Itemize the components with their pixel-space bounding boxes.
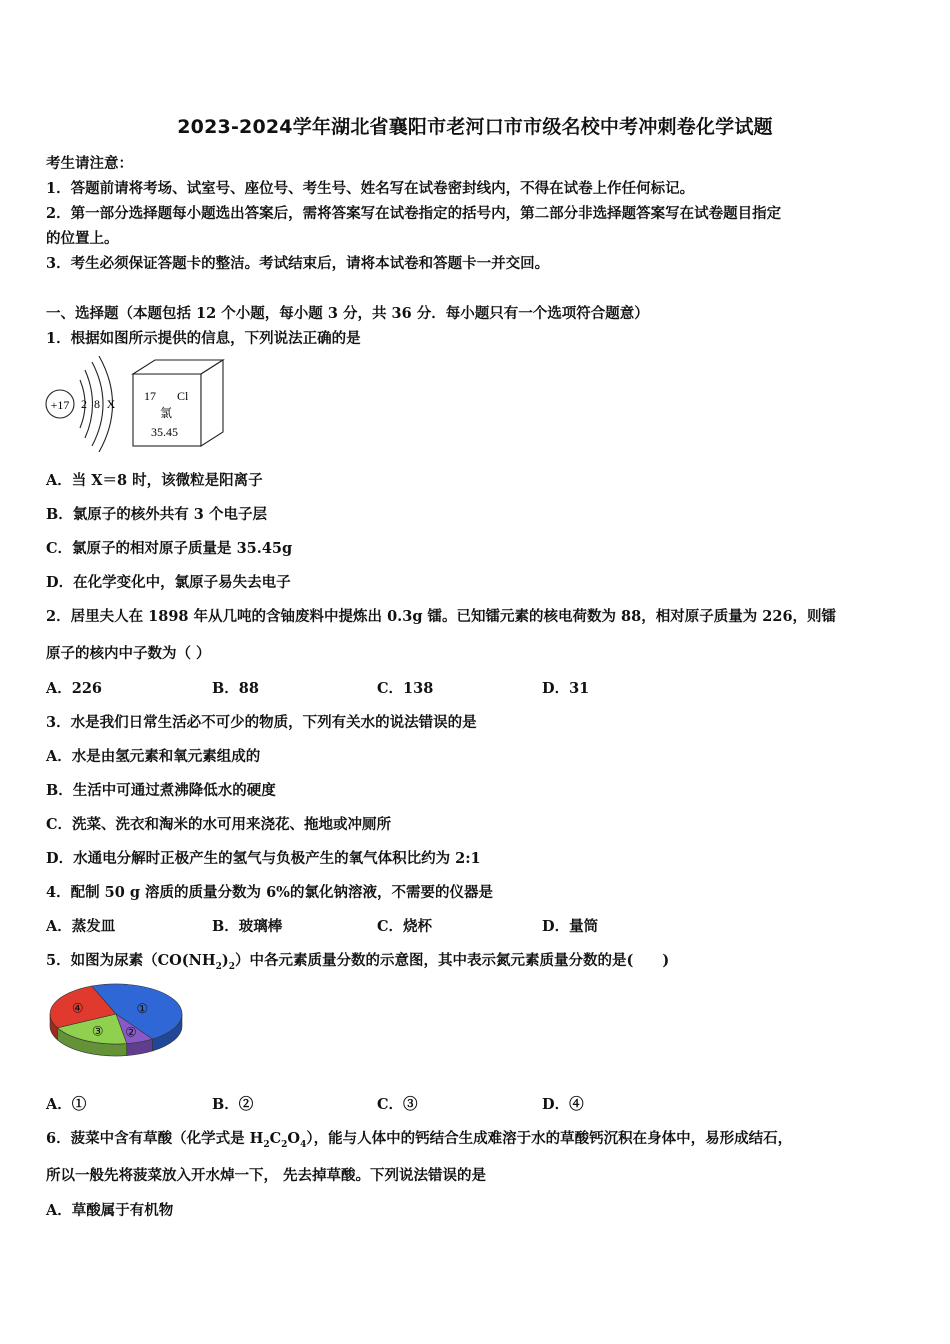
q5-stem-sub-1: 2	[215, 961, 222, 972]
q6-stem-part-d: ），能与人体中的钙结合生成难溶于水的草酸钙沉积在身体中，易形成结石，	[306, 1130, 793, 1147]
q5-option-c: C．③	[377, 1096, 418, 1113]
q5-stem-part-a: 5．如图为尿素（CO(NH	[46, 952, 216, 969]
q6-stem-part-b: C	[269, 1130, 282, 1147]
q6-stem-sub-3: 4	[300, 1139, 307, 1150]
q2-stem-line-1: 2．居里夫人在 1898 年从几吨的含铀废料中提炼出 0.3g 镭。已知镭元素的核电荷数为 88，相对原子质量为 226，则镭	[46, 608, 837, 625]
slice-2-label: ②	[125, 1024, 137, 1040]
q3-option-d: D．水通电分解时正极产生的氢气与负极产生的氧气体积比约为 2:1	[46, 850, 481, 867]
q3-option-c: C．洗菜、洗衣和淘米的水可用来浇花、拖地或冲厕所	[46, 816, 392, 833]
nucleus-label: +17	[50, 398, 70, 412]
q2-option-a: A．226	[46, 680, 103, 697]
q4-stem: 4．配制 50 g 溶质的质量分数为 6%的氯化钠溶液，不需要的仪器是	[46, 884, 493, 901]
notice-item-1: 1．答题前请将考场、试室号、座位号、考生号、姓名写在试卷密封线内，不得在试卷上作任何标记。	[46, 180, 695, 197]
q2-option-b: B．88	[212, 680, 259, 697]
q2-option-c: C．138	[377, 680, 434, 697]
notice-item-2: 2．第一部分选择题每小题选出答案后，需将答案写在试卷指定的括号内，第二部分非选择题答案写在试卷题目指定	[46, 205, 782, 222]
slice-4-label: ④	[71, 1000, 84, 1016]
q1-option-c: C．氯原子的相对原子质量是 35.45g	[46, 540, 293, 557]
shell-3-count: X	[106, 397, 116, 411]
q1-option-d: D．在化学变化中，氯原子易失去电子	[46, 574, 291, 591]
q1-option-b: B．氯原子的核外共有 3 个电子层	[46, 506, 267, 523]
q6-stem-sub-1: 2	[263, 1139, 270, 1150]
q5-option-a: A．①	[46, 1096, 87, 1113]
q5-stem-part-c: ）中各元素质量分数的示意图，其中表示氮元素质量分数的是( )	[234, 952, 670, 969]
q5-option-d: D．④	[542, 1096, 584, 1113]
atom-structure-diagram	[46, 356, 116, 452]
q6-stem-part-a: 6．菠菜中含有草酸（化学式是 H	[46, 1130, 264, 1147]
q4-option-a: A．蒸发皿	[46, 918, 116, 935]
q6-option-a: A．草酸属于有机物	[46, 1202, 174, 1219]
slice-3-label: ③	[91, 1023, 104, 1039]
q4-option-b: B．玻璃棒	[212, 918, 283, 935]
q6-stem-line-2: 所以一般先将菠菜放入开水焯一下， 先去掉草酸。下列说法错误的是	[46, 1167, 487, 1184]
section-heading: 一、选择题（本题包括 12 个小题，每小题 3 分，共 36 分．每小题只有一个选项符合题意）	[46, 305, 649, 322]
q6-stem-part-c: O	[287, 1130, 301, 1147]
notice-heading: 考生请注意：	[46, 155, 133, 172]
slice-1-label: ①	[136, 1000, 149, 1016]
q4-option-c: C．烧杯	[377, 918, 433, 935]
q4-option-d: D．量筒	[542, 918, 599, 935]
q1-option-a: A．当 X＝8 时，该微粒是阳离子	[46, 472, 263, 489]
page-title: 2023-2024学年湖北省襄阳市老河口市市级名校中考冲刺卷化学试题	[177, 116, 773, 138]
q6-stem-line-1	[46, 1127, 792, 1150]
shell-1-count: 2	[81, 397, 87, 411]
element-name: 氯	[160, 406, 173, 420]
q5-option-b: B．②	[212, 1096, 254, 1113]
atomic-number: 17	[144, 389, 156, 403]
shell-2-count: 8	[94, 397, 100, 411]
q5-stem-part-b: )	[221, 952, 229, 969]
q1-stem: 1．根据如图所示提供的信息，下列说法正确的是	[46, 330, 361, 347]
q2-stem-line-2: 原子的核内中子数为（ ）	[46, 645, 211, 662]
q3-option-b: B．生活中可通过煮沸降低水的硬度	[46, 782, 276, 799]
q5-stem	[46, 949, 669, 972]
q5-stem-sub-2: 2	[228, 961, 235, 972]
atomic-mass: 35.45	[151, 425, 178, 439]
q6-stem-sub-2: 2	[281, 1139, 288, 1150]
q2-option-d: D．31	[542, 680, 590, 697]
element-box	[133, 360, 223, 446]
element-symbol: Cl	[177, 389, 189, 403]
urea-pie-chart	[44, 976, 190, 1066]
notice-item-2-cont: 的位置上。	[46, 230, 119, 247]
q3-stem: 3．水是我们日常生活必不可少的物质，下列有关水的说法错误的是	[46, 714, 477, 731]
notice-item-3: 3．考生必须保证答题卡的整洁。考试结束后，请将本试卷和答题卡一并交回。	[46, 255, 550, 272]
chlorine-figure	[40, 352, 240, 452]
q3-option-a: A．水是由氢元素和氧元素组成的	[46, 748, 261, 765]
